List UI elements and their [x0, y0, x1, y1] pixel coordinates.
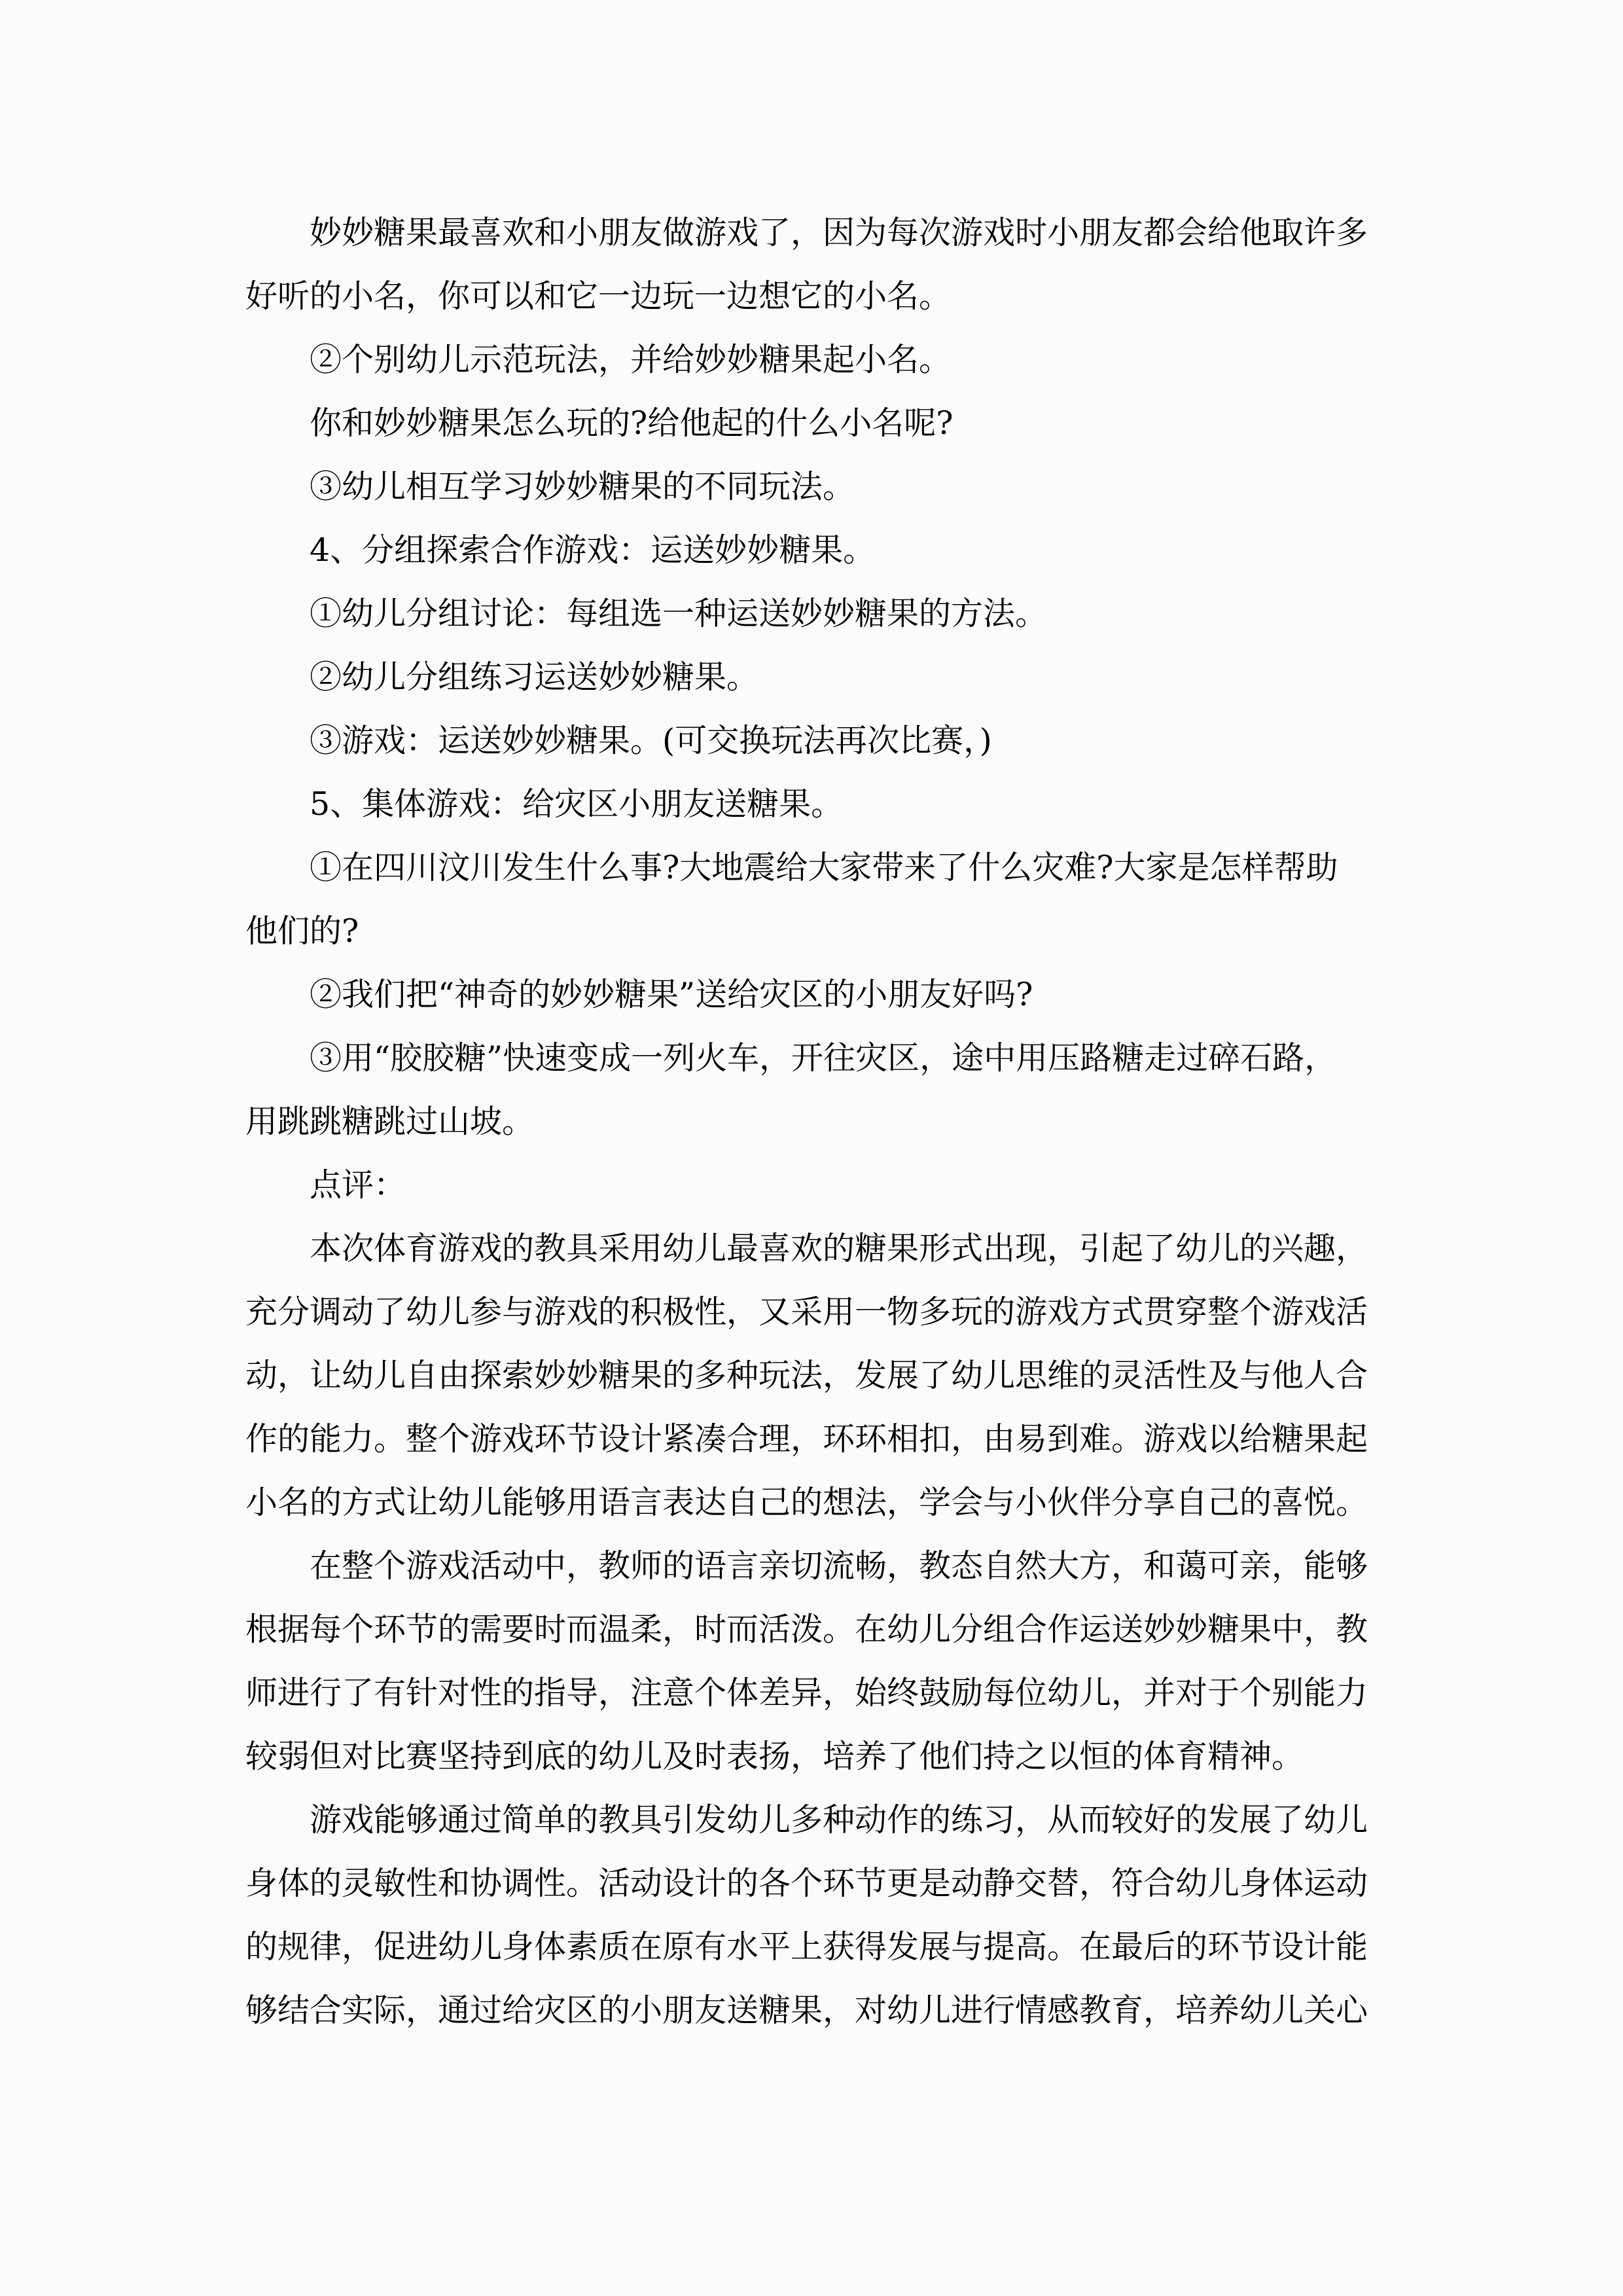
- text-line: 较弱但对比赛坚持到底的幼儿及时表扬，培养了他们持之以恒的体育精神。: [245, 1738, 1304, 1775]
- text-line: ①在四川汶川发生什么事?大地震给大家带来了什么灾难?大家是怎样帮助: [310, 849, 1338, 886]
- text-line: 够结合实际，通过给灾区的小朋友送糖果，对幼儿进行情感教育，培养幼儿关心: [245, 1992, 1368, 2029]
- text-line: ③游戏：运送妙妙糖果。(可交换玩法再次比赛，): [310, 722, 992, 759]
- text-line: 你和妙妙糖果怎么玩的?给他起的什么小名呢?: [310, 404, 954, 442]
- text-line: 作的能力。整个游戏环节设计紧凑合理，环环相扣，由易到难。游戏以给糖果起: [245, 1420, 1368, 1458]
- text-line: 本次体育游戏的教具采用幼儿最喜欢的糖果形式出现，引起了幼儿的兴趣，: [310, 1230, 1368, 1267]
- text-line: 5、集体游戏：给灾区小朋友送糖果。: [310, 785, 844, 823]
- text-line: ②我们把“神奇的妙妙糖果”送给灾区的小朋友好吗?: [310, 976, 1033, 1013]
- text-line: ③幼儿相互学习妙妙糖果的不同玩法。: [310, 468, 855, 505]
- text-line: 妙妙糖果最喜欢和小朋友做游戏了，因为每次游戏时小朋友都会给他取许多: [310, 214, 1368, 251]
- text-line: 游戏能够通过简单的教具引发幼儿多种动作的练习，从而较好的发展了幼儿: [310, 1801, 1368, 1839]
- text-line: 他们的?: [245, 912, 359, 950]
- text-line: 用跳跳糖跳过山坡。: [245, 1103, 535, 1140]
- text-line: ③用“胶胶糖”快速变成一列火车，开往灾区，途中用压路糖走过碎石路，: [310, 1039, 1337, 1077]
- text-line: ②个别幼儿示范玩法，并给妙妙糖果起小名。: [310, 341, 952, 378]
- text-line: ②幼儿分组练习运送妙妙糖果。: [310, 658, 759, 696]
- text-line: 师进行了有针对性的指导，注意个体差异，始终鼓励每位幼儿，并对于个别能力: [245, 1674, 1368, 1712]
- text-line: 动，让幼儿自由探索妙妙糖果的多种玩法，发展了幼儿思维的灵活性及与他人合: [245, 1357, 1368, 1394]
- text-line: 点评：: [310, 1166, 406, 1204]
- text-line: 好听的小名，你可以和它一边玩一边想它的小名。: [245, 278, 952, 315]
- text-line: 的规律，促进幼儿身体素质在原有水平上获得发展与提高。在最后的环节设计能: [245, 1928, 1368, 1965]
- text-line: 小名的方式让幼儿能够用语言表达自己的想法，学会与小伙伴分享自己的喜悦。: [245, 1484, 1368, 1521]
- text-line: 根据每个环节的需要时而温柔，时而活泼。在幼儿分组合作运送妙妙糖果中，教: [245, 1611, 1368, 1648]
- text-line: ①幼儿分组讨论：每组选一种运送妙妙糖果的方法。: [310, 595, 1048, 632]
- text-line: 在整个游戏活动中，教师的语言亲切流畅，教态自然大方，和蔼可亲，能够: [310, 1547, 1368, 1585]
- text-block: [245, 201, 1378, 2042]
- text-line: 充分调动了幼儿参与游戏的积极性，又采用一物多玩的游戏方式贯穿整个游戏活: [245, 1293, 1368, 1331]
- text-line: 4、分组探索合作游戏：运送妙妙糖果。: [310, 531, 876, 569]
- text-line: 身体的灵敏性和协调性。活动设计的各个环节更是动静交替，符合幼儿身体运动: [245, 1865, 1368, 1902]
